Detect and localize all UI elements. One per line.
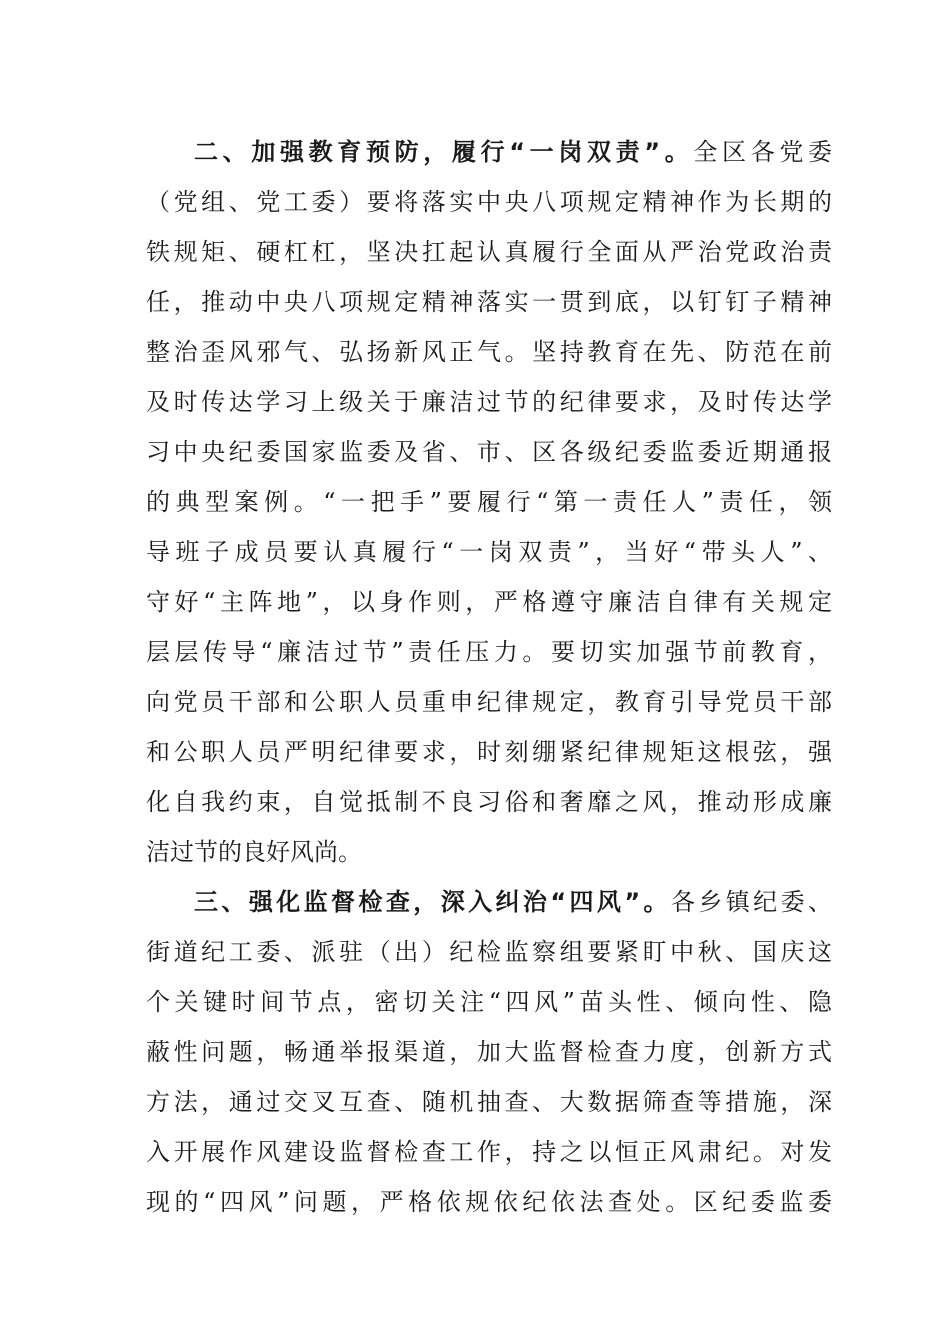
paragraph-line: 整治歪风邪气、弘扬新风正气。坚持教育在先、防范在前 (146, 338, 832, 366)
paragraph-line: 导班子成员要认真履行“一岗双责”，当好“带头人”、 (146, 538, 832, 566)
section-education-prevention (146, 127, 832, 877)
section-supervision-inspection (146, 877, 832, 1227)
paragraph-line: 习中央纪委国家监委及省、市、区各级纪委监委近期通报 (146, 438, 832, 466)
paragraph-line: （党组、党工委）要将落实中央八项规定精神作为长期的 (146, 188, 832, 216)
paragraph-line: 层层传导“廉洁过节”责任压力。要切实加强节前教育， (146, 638, 832, 666)
paragraph-line: 守好“主阵地”，以身作则，严格遵守廉洁自律有关规定 (146, 588, 832, 616)
paragraph-line: 街道纪工委、派驻（出）纪检监察组要紧盯中秋、国庆这 (146, 938, 832, 966)
line-text: 全区各党委 (693, 138, 833, 166)
section-heading: 三、强化监督检查，深入纠治“四风”。 (194, 888, 671, 916)
line-text: 各乡镇纪委、 (670, 888, 833, 916)
paragraph-line: 铁规矩、硬杠杠，坚决扛起认真履行全面从严治党政治责 (146, 238, 832, 266)
section-heading: 二、加强教育预防，履行“一岗双责”。 (194, 138, 694, 166)
paragraph-line: 蔽性问题，畅通举报渠道，加大监督检查力度，创新方式 (146, 1038, 832, 1066)
paragraph-line: 的典型案例。“一把手”要履行“第一责任人”责任，领 (146, 488, 832, 516)
paragraph-line: 现的“四风”问题，严格依规依纪依法查处。区纪委监委 (146, 1188, 832, 1216)
paragraph-line: 方法，通过交叉互查、随机抽查、大数据筛查等措施，深 (146, 1088, 832, 1116)
document-page (146, 127, 832, 1227)
paragraph-line (146, 127, 832, 177)
paragraph-line: 洁过节的良好风尚。 (146, 838, 362, 866)
paragraph-line: 化自我约束，自觉抵制不良习俗和奢靡之风，推动形成廉 (146, 788, 832, 816)
paragraph-line: 及时传达学习上级关于廉洁过节的纪律要求，及时传达学 (146, 388, 832, 416)
paragraph-line (146, 877, 832, 927)
paragraph-line: 向党员干部和公职人员重申纪律规定，教育引导党员干部 (146, 688, 832, 716)
paragraph-line: 任，推动中央八项规定精神落实一贯到底，以钉钉子精神 (146, 288, 832, 316)
paragraph-line: 个关键时间节点，密切关注“四风”苗头性、倾向性、隐 (146, 988, 832, 1016)
paragraph-line: 入开展作风建设监督检查工作，持之以恒正风肃纪。对发 (146, 1138, 832, 1166)
paragraph-line: 和公职人员严明纪律要求，时刻绷紧纪律规矩这根弦，强 (146, 738, 832, 766)
